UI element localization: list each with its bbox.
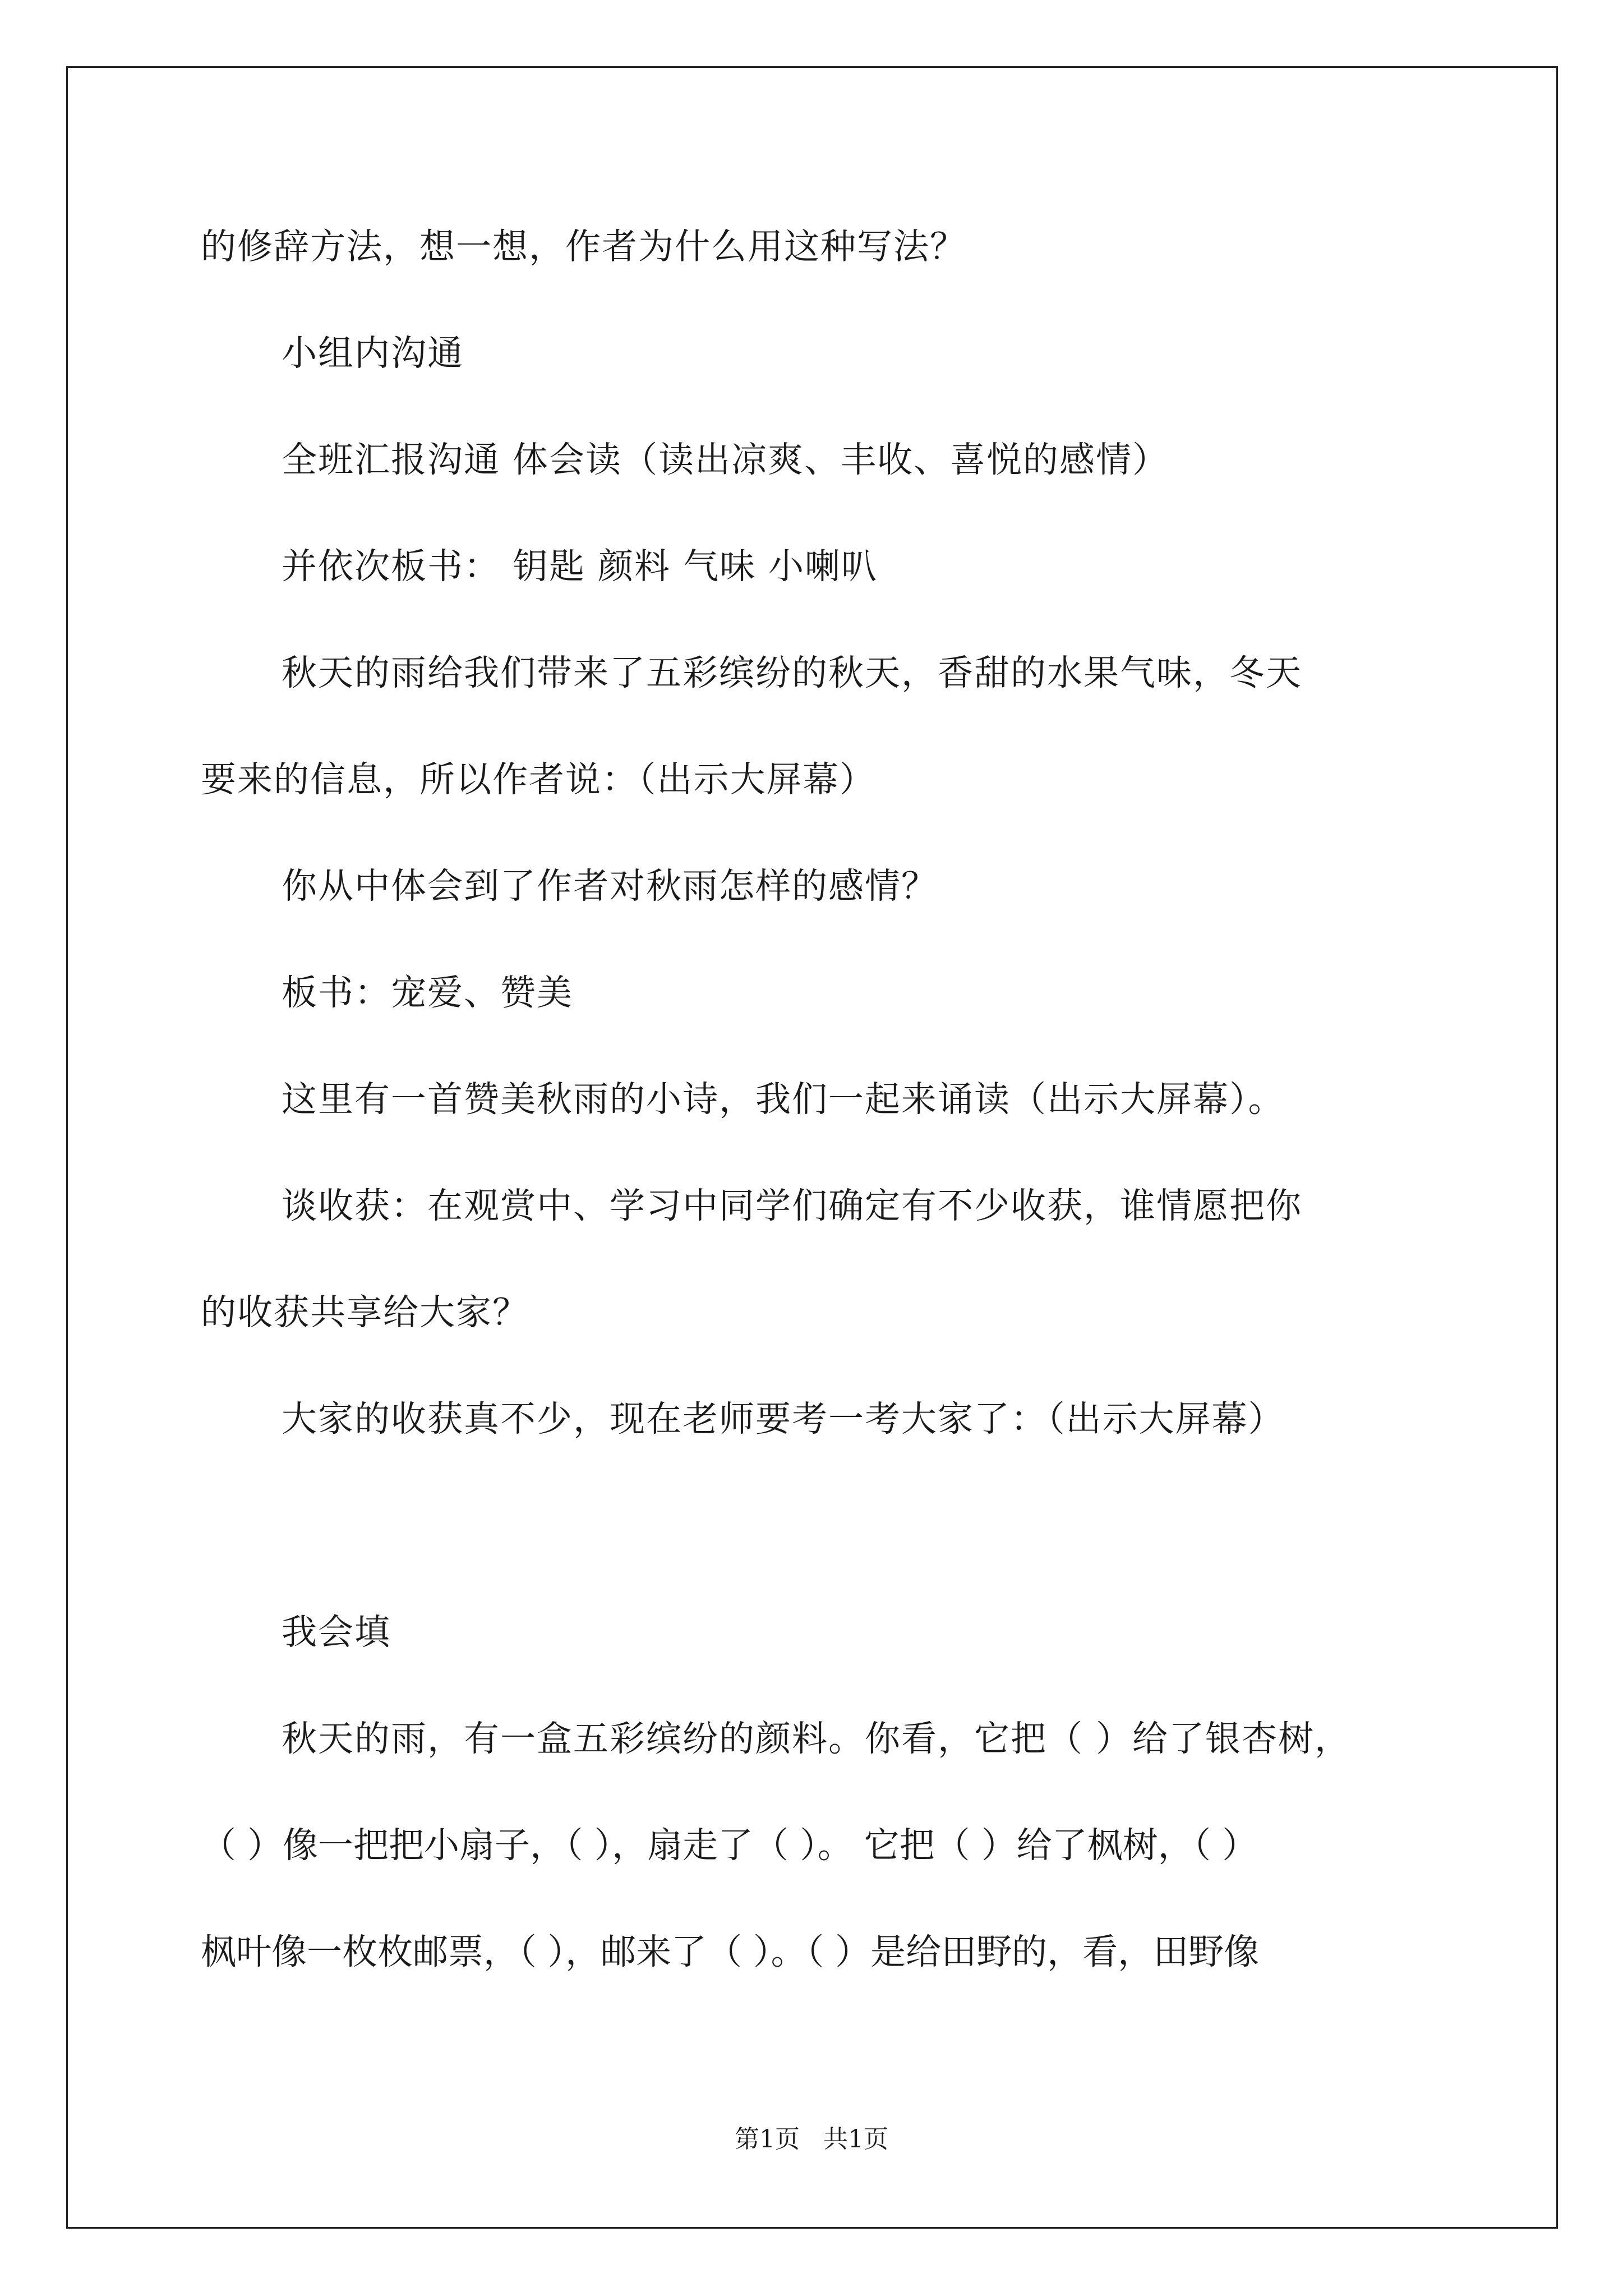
page-number-footer: 第1页 共1页	[735, 2125, 888, 2154]
page-border	[66, 66, 1558, 2229]
paragraph-line: 秋天的雨给我们带来了五彩缤纷的秋天，香甜的水果气味，冬天	[282, 652, 1302, 693]
paragraph-line: 的修辞方法，想一想，作者为什么用这种写法？	[201, 226, 966, 267]
paragraph-line: 秋天的雨，有一盒五彩缤纷的颜料。你看，它把（ ）给了银杏树，	[282, 1718, 1352, 1759]
paragraph-line: 的收获共享给大家？	[201, 1292, 529, 1333]
paragraph-line: 你从中体会到了作者对秋雨怎样的感情？	[282, 866, 938, 907]
paragraph-line: 全班汇报沟通 体会读（读出凉爽、丰收、喜悦的感情）	[282, 439, 1169, 480]
paragraph-line: 板书：宠爱、赞美	[282, 972, 573, 1013]
paragraph-line: 并依次板书： 钥匙 颜料 气味 小喇叭	[282, 546, 878, 587]
paragraph-line: 谈收获：在观赏中、学习中同学们确定有不少收获，谁情愿把你	[282, 1185, 1302, 1226]
paragraph-line: 这里有一首赞美秋雨的小诗，我们一起来诵读（出示大屏幕）。	[282, 1079, 1285, 1120]
paragraph-line: 大家的收获真不少，现在老师要考一考大家了：（出示大屏幕）	[282, 1398, 1285, 1439]
paragraph-line: 小组内沟通	[282, 333, 464, 374]
paragraph-line: 我会填	[282, 1612, 391, 1653]
paragraph-line: 要来的信息，所以作者说：（出示大屏幕）	[201, 759, 876, 800]
paragraph-line: （ ）像一把把小扇子，（ ），扇走了（ ）。 它把（ ）给了枫树，（ ）	[201, 1825, 1258, 1866]
paragraph-line: 枫叶像一枚枚邮票，（ ），邮来了（ ）。（ ）是给田野的，看，田野像	[201, 1931, 1260, 1972]
